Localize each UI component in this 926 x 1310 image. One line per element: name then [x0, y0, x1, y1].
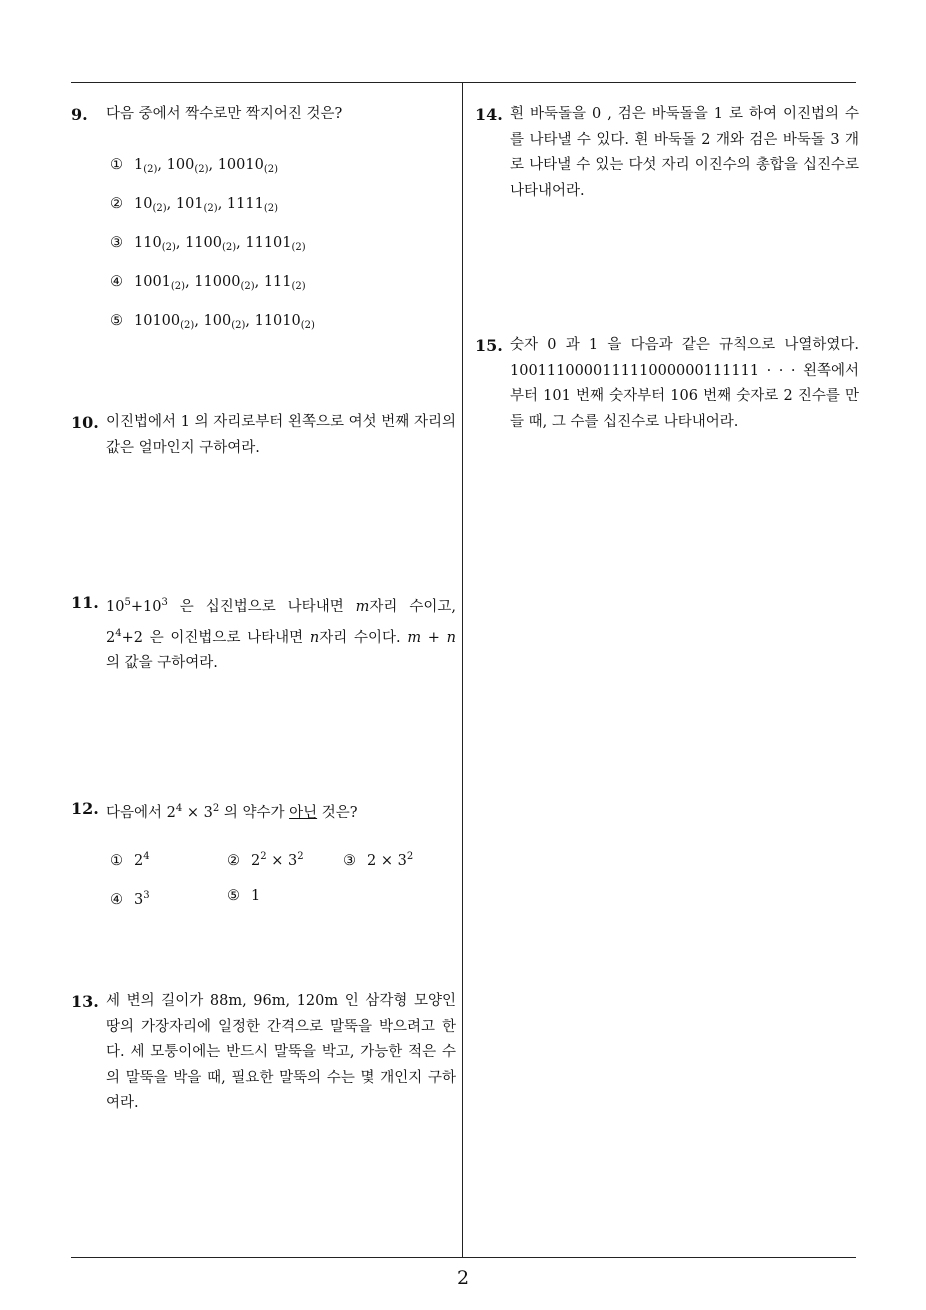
- choice-3: [343, 847, 413, 871]
- exponent: 2: [260, 851, 267, 862]
- base-subscript: (2): [231, 320, 246, 331]
- choice-value: × 3: [266, 853, 298, 869]
- choice-value: 11000: [194, 274, 241, 290]
- choice-value: 10: [134, 196, 153, 212]
- base-subscript: (2): [152, 203, 167, 214]
- question-15: [475, 333, 859, 435]
- base-subscript: (2): [291, 242, 306, 253]
- choice-mark: ①: [110, 157, 123, 173]
- choice-mark: ①: [110, 853, 123, 869]
- question-number: 15.: [475, 336, 503, 355]
- base-subscript: (2): [180, 320, 195, 331]
- question-number: 12.: [71, 799, 99, 818]
- choice-value: 3: [134, 892, 144, 908]
- question-text: 흰 바둑돌을 0 , 검은 바둑돌을 1 로 하여 이진법의 수를 나타낼 수 있다. 흰 바둑돌 2 개와 검은 바둑돌 3 개로 나타낼 수 있는 다섯 자리 이진수의 총합을 십진수로 나타내어라.: [510, 106, 859, 199]
- base-subscript: (2): [240, 281, 255, 292]
- choice-2: [227, 847, 304, 871]
- question-text: 다음 중에서 짝수로만 짝지어진 것은?: [106, 106, 343, 122]
- question-number: 14.: [475, 105, 503, 124]
- question-11: [71, 590, 456, 677]
- question-text: 다음에서 $2^4 \times 3^2$ 의 약수가 아닌 것은?: [106, 803, 358, 821]
- base-subscript: (2): [291, 281, 306, 292]
- page-number: 2: [456, 1267, 470, 1289]
- choice-5: [227, 886, 260, 906]
- choice-value: 11010: [254, 313, 301, 329]
- choice-1: [110, 847, 150, 871]
- question-number: 10.: [71, 413, 99, 432]
- underlined-word: 아닌: [289, 805, 318, 821]
- choice-mark: ⑤: [110, 313, 123, 329]
- base-subscript: (2): [263, 164, 279, 175]
- choice-mark: ③: [343, 853, 356, 869]
- base-subscript: (2): [300, 320, 315, 331]
- question-9: [71, 102, 456, 128]
- exponent: 2: [297, 851, 304, 862]
- base-subscript: (2): [194, 164, 209, 175]
- base-subscript: (2): [203, 203, 218, 214]
- question-10: [71, 410, 456, 461]
- choice-value: 110: [134, 235, 162, 251]
- choice-value: 111: [263, 274, 292, 290]
- question-number: 13.: [71, 992, 99, 1011]
- choice-value: 100: [166, 157, 195, 173]
- question-text: 숫자 0 과 1 을 다음과 같은 규칙으로 나열하였다. 100111000011111000000111111 · · · 왼쪽에서부터 101 번째 숫자부터 106 번째 숫자로 2 진수를 만들 때, 그 수를 십진수로 나타내어라.: [510, 337, 859, 430]
- question-text: 세 변의 길이가 88m, 96m, 120m 인 삼각형 모양인 땅의 가장자리에 일정한 간격으로 말뚝을 박으려고 한다. 세 모퉁이에는 반드시 말뚝을 박고, 가능한 적은 수의 말뚝을 박을 때, 필요한 말뚝의 수는 몇 개인지 구하여라.: [106, 993, 456, 1111]
- choice-value: 101: [175, 196, 204, 212]
- choice-value: 1: [251, 888, 261, 904]
- choice-value: × 3: [376, 853, 407, 869]
- choice-value: 1: [134, 157, 144, 173]
- choice-3: ③ $110_{(2)}$, $1100_{(2)}$, $11101_{(2)}$: [110, 235, 306, 253]
- top-rule: [71, 82, 856, 83]
- choice-value: 10100: [134, 313, 181, 329]
- exponent: 2: [406, 851, 414, 862]
- question-number: 9.: [71, 105, 88, 124]
- question-number: 11.: [71, 593, 99, 612]
- choice-4: [110, 886, 150, 910]
- base-subscript: (2): [221, 242, 237, 253]
- bottom-rule: [71, 1257, 856, 1258]
- base-subscript: (2): [161, 242, 176, 253]
- question-text: 이진법에서 1 의 자리로부터 왼쪽으로 여섯 번째 자리의 값은 얼마인지 구하여라.: [106, 414, 456, 456]
- choice-value: 2: [367, 853, 377, 869]
- base-subscript: (2): [263, 203, 278, 214]
- expression-m-plus-n: m + n: [407, 629, 456, 646]
- choice-value: 1100: [185, 235, 222, 251]
- choice-value: 2: [251, 853, 261, 869]
- question-14: [475, 102, 859, 204]
- choice-value: 11101: [245, 235, 292, 251]
- question-text: $10^5+10^3$ 은 십진법으로 나타내면 m자리 수이고, $2^4+2$ 은 이진법으로 나타내면 n자리 수이다. m + n 의 값을 구하여라.: [106, 597, 456, 671]
- variable-m: m: [355, 599, 370, 615]
- base-subscript: (2): [143, 164, 158, 175]
- choice-value: 1111: [226, 196, 264, 212]
- choice-mark: ②: [227, 853, 240, 869]
- choice-value: 10010: [217, 157, 264, 173]
- choice-value: 100: [203, 313, 232, 329]
- choice-4: ④ $1001_{(2)}$, $11000_{(2)}$, $111_{(2)}$: [110, 274, 306, 292]
- choice-value: 2: [134, 853, 144, 869]
- question-13: [71, 989, 456, 1117]
- exponent: 4: [143, 851, 150, 862]
- choice-1: ① $1_{(2)}$, $100_{(2)}$, $10010_{(2)}$: [110, 157, 279, 175]
- question-12: [71, 796, 456, 827]
- choice-mark: ③: [110, 235, 123, 251]
- choice-mark: ④: [110, 892, 123, 908]
- base-subscript: (2): [170, 281, 186, 292]
- choice-2: ② $10_{(2)}$, $101_{(2)}$, $1111_{(2)}$: [110, 196, 278, 214]
- choice-mark: ④: [110, 274, 123, 290]
- choice-mark: ②: [110, 196, 123, 212]
- exponent: 3: [143, 890, 150, 901]
- column-divider: [462, 82, 463, 1257]
- choice-value: 1001: [134, 274, 171, 290]
- choice-mark: ⑤: [227, 888, 240, 904]
- variable-n: n: [309, 629, 320, 646]
- choice-5: ⑤ $10100_{(2)}$, $100_{(2)}$, $11010_{(2)}$: [110, 313, 315, 331]
